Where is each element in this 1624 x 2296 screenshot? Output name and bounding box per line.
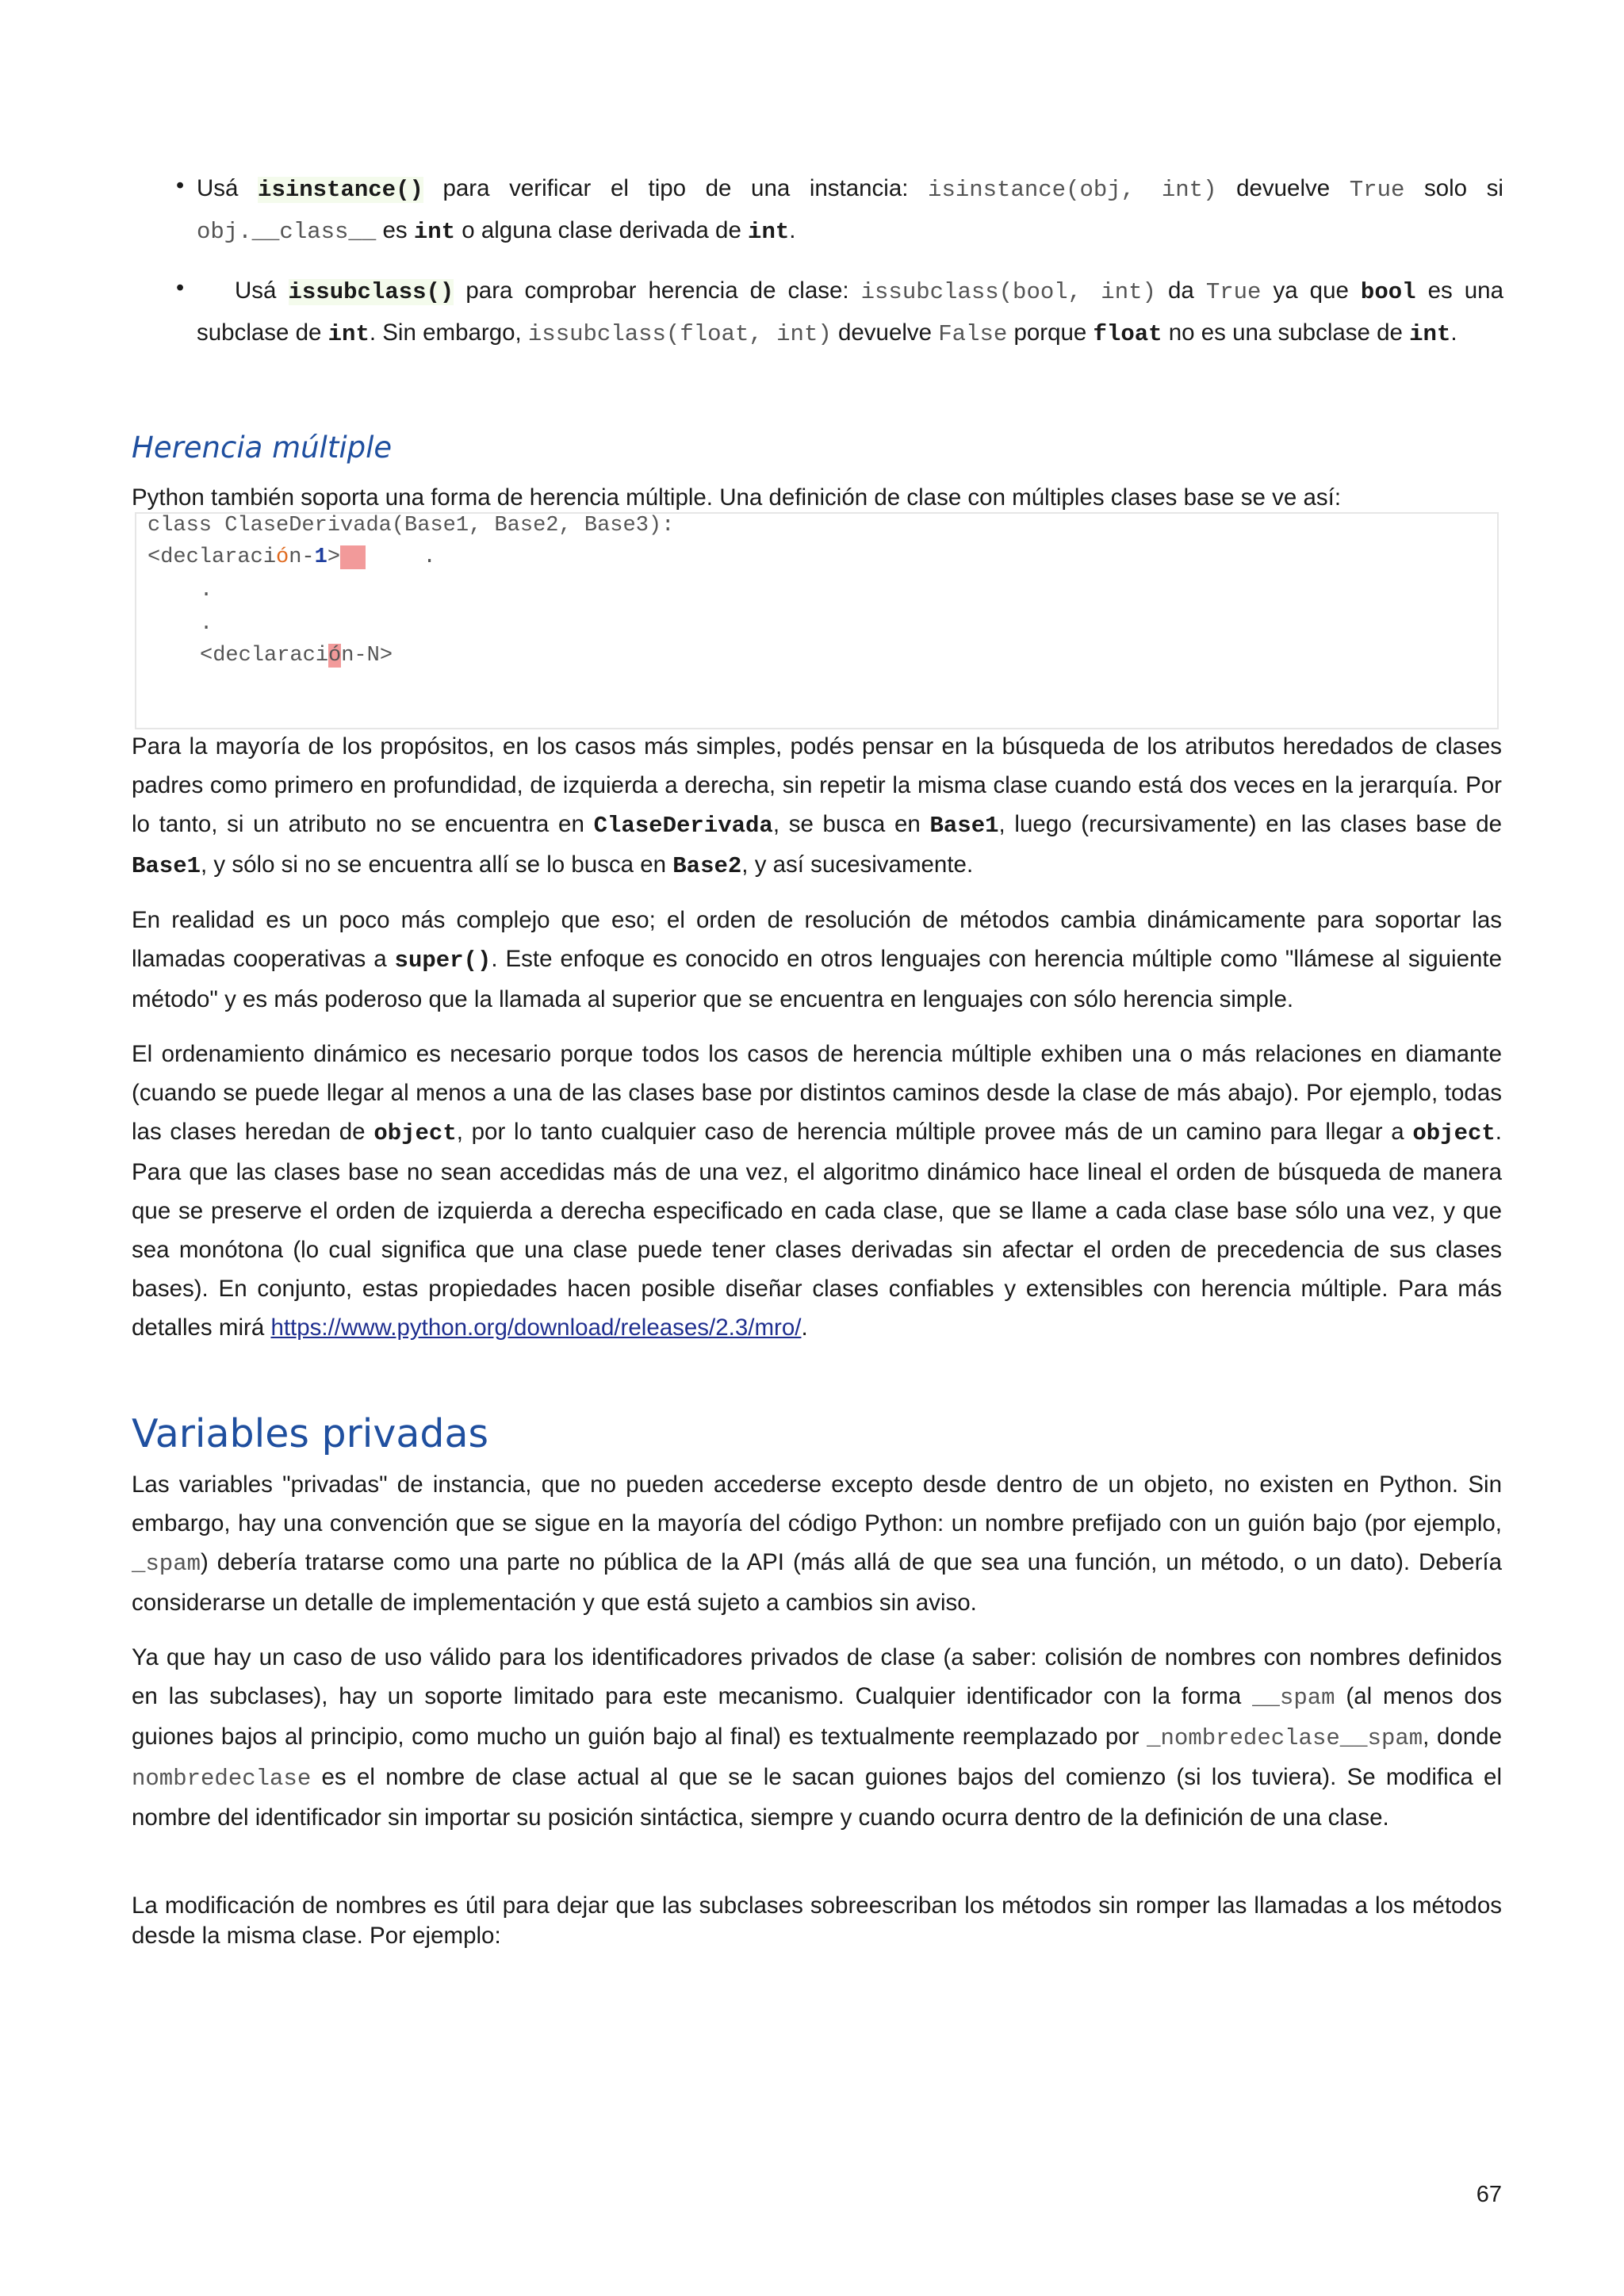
code-isinstance: isinstance() [258,177,423,203]
bullet-isinstance: Usá isinstance() para verificar el tipo de una instancia: isinstance(obj, int) devuelve True solo si obj.__class__ es int o alguna clase derivada de int. [197,175,1503,245]
paragraph-mangling-usefulness: La modificación de nombres es útil para dejar que las subclases sobreescriban los métodos sin romper las llamadas a los métodos desde la misma clase. Por ejemplo: [132,1892,1502,1949]
paragraph-private-vars: Las variables "privadas" de instancia, que no pueden accederse excepto desde dentro de un objeto, no existen en Python. Sin embargo, hay una convención que se sigue en la mayoría del código Python: un nombre prefijado con un guión bajo (por ejemplo, _spam) debería tratarse como una parte no pública de la API (más allá de que sea una función, un método, o un dato). Debería considerarse un detalle de implementación y que está sujeto a cambios sin aviso. [132,1471,1502,1616]
code-line-2: <declaración-1> . [147,545,436,569]
paragraph-dynamic-ordering: El ordenamiento dinámico es necesario porque todos los casos de herencia múltiple exhiben una o más relaciones en diamante (cuando se puede llegar al menos a una de las clases base por distintos caminos desde la clase de más abajo). Por ejemplo, todas las clases heredan de object, por lo tanto cualquier caso de herencia múltiple provee más de un camino para llegar a object. Para que las clases base no sean accedidas más de una vez, el algoritmo dinámico hace lineal el orden de búsqueda de manera que se preserve el orden de izquierda a derecha especificado en cada clase, que se llame a cada clase base sólo una vez, y que sea monótona (lo cual significa que una clase puede tener clases derivadas sin afectar el orden de precedencia de sus clases bases). En conjunto, estas propiedades hacen posible diseñar clases confiables y extensibles con herencia múltiple. Para más detalles mirá https://www.python.org/download/releases/2.3/mro/. [132,1041,1502,1341]
paragraph-super: En realidad es un poco más complejo que eso; el orden de resolución de métodos cambia dinámicamente para soportar las llamadas cooperativas a super(). Este enfoque es conocido en otros lenguajes con herencia múltiple como "llámese al siguiente método" y es más poderoso que la llamada al superior que se encuentra en lenguajes con sólo herencia simple. [132,907,1502,1012]
bullet-marker: • [176,173,185,198]
code-line-5: <declaración-N> [200,644,393,668]
heading-variables-privadas: Variables privadas [132,1411,489,1456]
mro-link[interactable]: https://www.python.org/download/releases/2.3/mro/ [270,1314,802,1341]
heading-herencia-multiple: Herencia múltiple [132,430,393,465]
bullet-marker: • [176,275,185,300]
code-block [135,512,1499,729]
intro-multiple: Python también soporta una forma de herencia múltiple. Una definición de clase con múltiples clases base se ve así: [132,484,1342,511]
code-issubclass: issubclass() [288,279,454,305]
code-line-4: . [200,612,213,636]
code-line-3: . [200,579,213,603]
error-marker [340,545,366,569]
page-number: 67 [1476,2182,1502,2207]
code-line-1: class ClaseDerivada(Base1, Base2, Base3): [147,514,675,538]
paragraph-name-mangling: Ya que hay un caso de uso válido para los identificadores privados de clase (a saber: colisión de nombres con nombres definidos en las subclases), hay un soporte limitado para este mecanismo. Cualquier identificador con la forma __spam (al menos dos guiones bajos al principio, como mucho un guión bajo al final) es textualmente reemplazado por _nombredeclase__spam, donde nombredeclase es el nombre de clase actual al que se le sacan guiones bajos del comienzo (si los tuviera). Se modifica el nombre del identificador sin importar su posición sintáctica, siempre y cuando ocurra dentro de la definición de una clase. [132,1644,1502,1831]
paragraph-mro-basics: Para la mayoría de los propósitos, en los casos más simples, podés pensar en la búsqueda de los atributos heredados de clases padres como primero en profundidad, de izquierda a derecha, sin repetir la misma clase cuando está dos veces en la jerarquía. Por lo tanto, si un atributo no se encuentra en ClaseDerivada, se busca en Base1, luego (recursivamente) en las clases base de Base1, y sólo si no se encuentra allí se lo busca en Base2, y así sucesivamente. [132,733,1503,879]
bullet-issubclass: Usá issubclass() para comprobar herencia de clase: issubclass(bool, int) da True ya que bool es una subclase de int. Sin embargo, issubclass(float, int) devuelve False porque float no es una subclase de int. [197,277,1503,347]
